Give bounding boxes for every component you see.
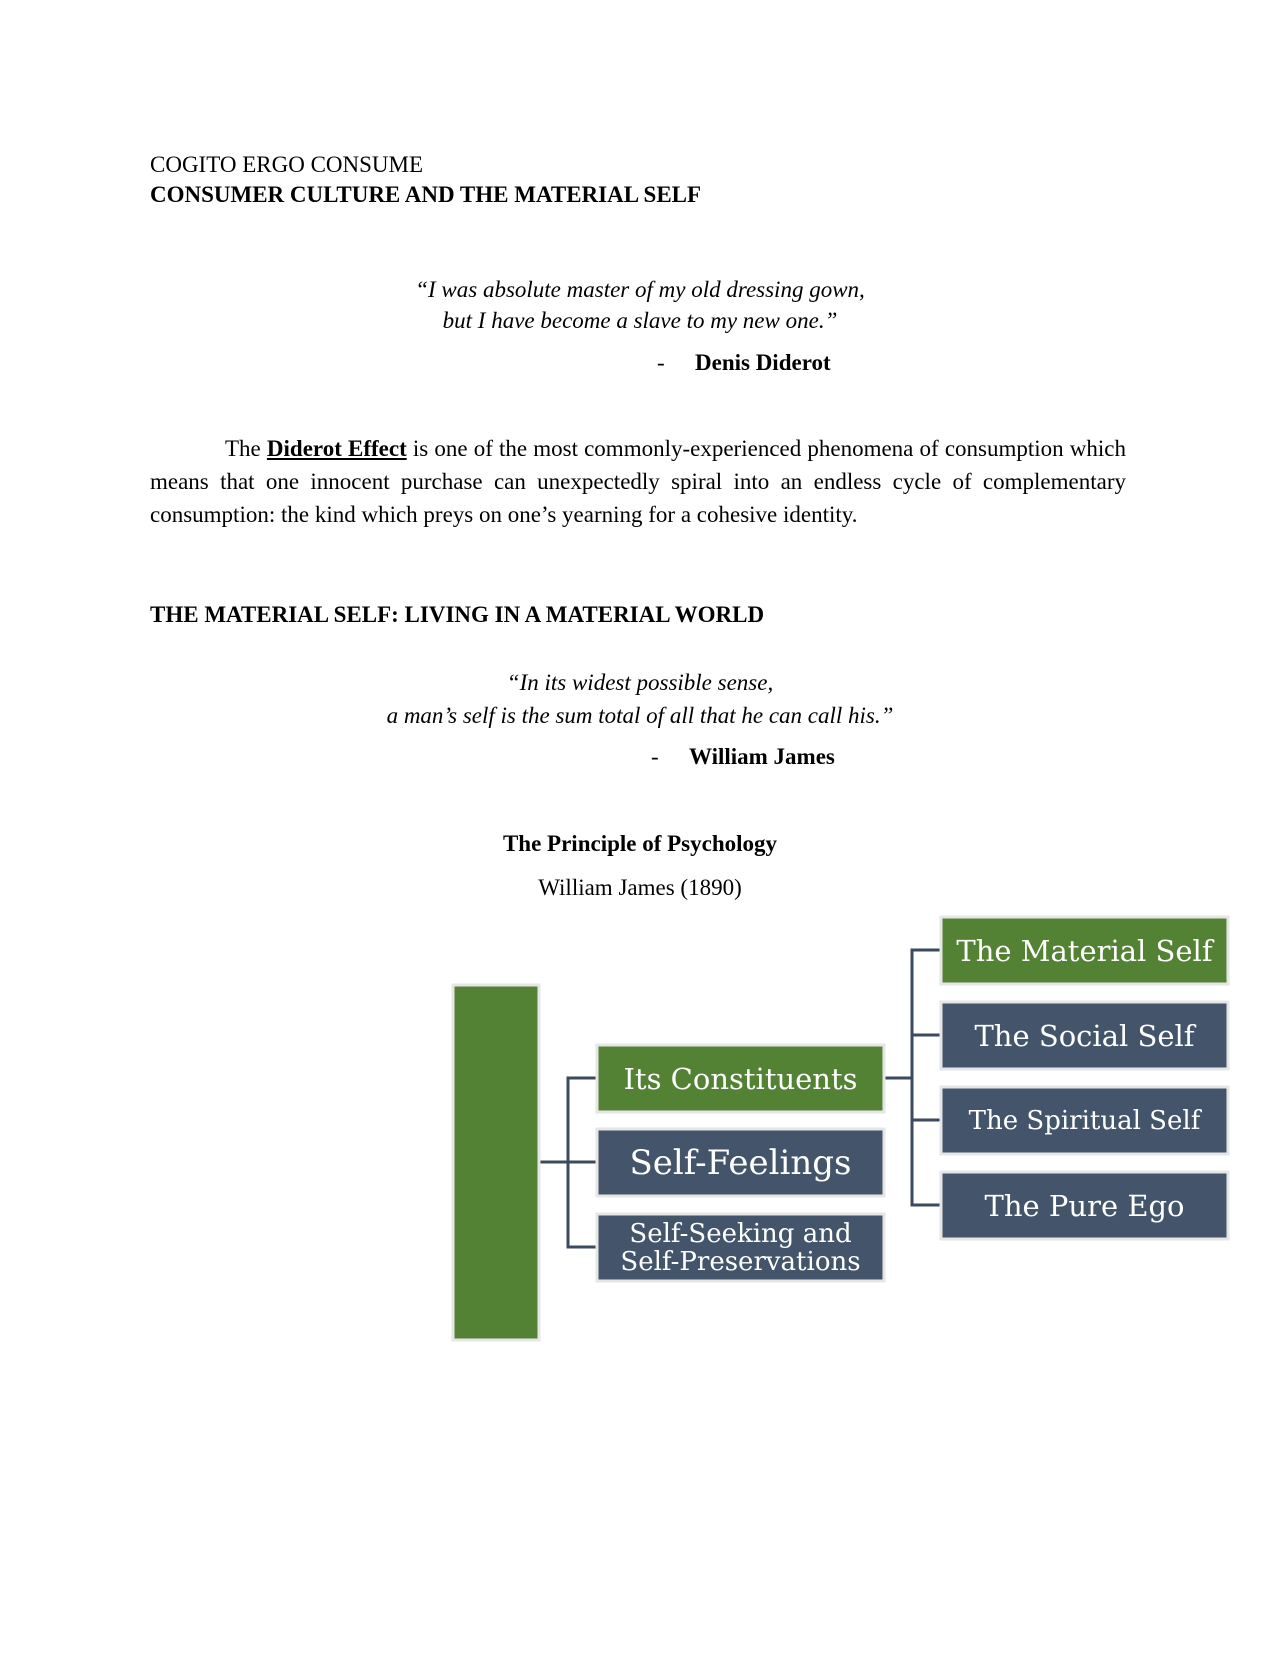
paragraph-rest: is one of the most commonly-experienced phenomena of consumption which means that one innocent purchase can unexpectedly spiral into an endless cycle of complementary consumption: the kind which preys on one’s yearning for a cohesive identity. [150, 436, 1126, 527]
quote2-line2: a man’s self is the sum total of all that he can call his.” [386, 703, 894, 728]
attribution-dash: - [651, 744, 659, 769]
figure-subtitle: William James (1890) [538, 875, 742, 900]
feelings-label: Self-Feelings [629, 1143, 852, 1183]
document-title: CONSUMER CULTURE AND THE MATERIAL SELF [150, 182, 702, 207]
document-kicker: COGITO ERGO CONSUME [150, 152, 424, 177]
spiritual-label: The Spiritual Self [968, 1106, 1201, 1136]
section-heading: THE MATERIAL SELF: LIVING IN A MATERIAL WORLD [150, 602, 765, 627]
constituents-label: Its Constituents [623, 1062, 858, 1096]
quote1-line1: “I was absolute master of my old dressing gown, [415, 277, 865, 302]
paragraph-lead: The [225, 436, 267, 461]
node-spiritual-self [941, 1087, 1228, 1154]
social-label: The Social Self [974, 1019, 1195, 1053]
seeking-label-line2: Self-Preservations [620, 1247, 861, 1277]
figure-title: The Principle of Psychology [502, 831, 778, 856]
diderot-effect-term: Diderot Effect [266, 436, 407, 461]
node-its-constituents [597, 1045, 884, 1112]
quote1-line2: but I have become a slave to my new one.” [442, 308, 838, 333]
pure-ego-label: The Pure Ego [984, 1189, 1185, 1223]
level2-bracket [912, 950, 940, 1205]
quote2-author: William James [689, 744, 835, 769]
attribution-dash: - [657, 350, 665, 375]
quote1-author: Denis Diderot [695, 350, 831, 375]
node-pure-ego [941, 1172, 1228, 1239]
node-material-self [941, 917, 1228, 984]
node-social-self [941, 1002, 1228, 1069]
quote2-line1: “In its widest possible sense, [506, 670, 774, 695]
material-label: The Material Self [956, 934, 1213, 968]
node-self-seeking [597, 1214, 884, 1281]
node-self-feelings [597, 1129, 884, 1196]
root-node [453, 906, 539, 1340]
seeking-label-line1: Self-Seeking and [629, 1219, 852, 1249]
root-box [453, 985, 539, 1340]
